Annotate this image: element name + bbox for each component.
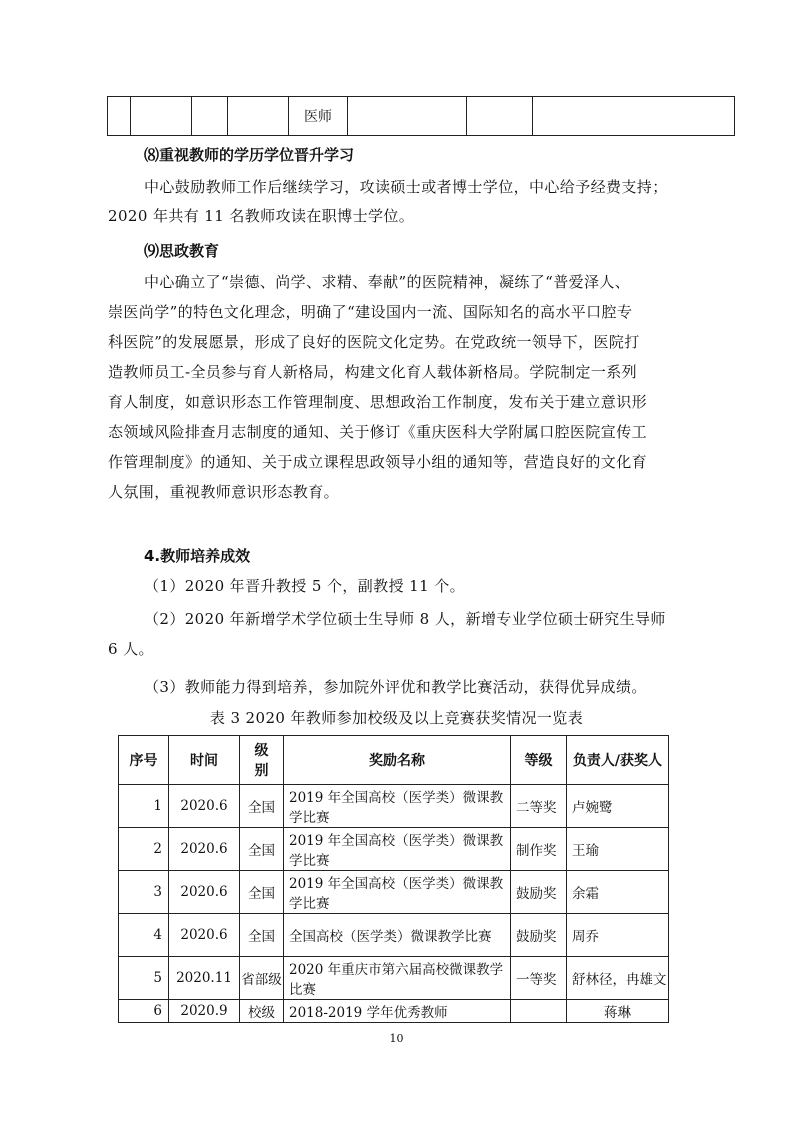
cell-award: 2019 年全国高校（医学类）微课教学比赛 xyxy=(284,828,511,871)
table-row xyxy=(119,957,669,1000)
column-header-person: 负责人/获奖人 xyxy=(567,736,669,785)
table-cell xyxy=(228,97,289,136)
section-9-line: 崇医尚学”的特色文化理念，明确了“建设国内一流、国际知名的高水平口腔专 xyxy=(108,303,633,321)
column-header-grade: 等级 xyxy=(511,736,567,785)
section-4-item-1: （1）2020 年晋升教授 5 个，副教授 11 个。 xyxy=(144,577,465,595)
cell-level: 全国 xyxy=(240,828,284,871)
cell-time: 2020.6 xyxy=(169,785,240,828)
table-header-row xyxy=(119,736,669,785)
cell-level: 省部级 xyxy=(240,957,284,1000)
section-9-heading: ⑼思政教育 xyxy=(144,242,220,260)
cell-grade: 二等奖 xyxy=(511,785,567,828)
cell-time: 2020.9 xyxy=(169,1000,240,1023)
section-9-line: 科医院”的发展愿景，形成了良好的医院文化定势。在党政统一领导下，医院打 xyxy=(108,333,640,351)
table-cell xyxy=(533,97,735,136)
table-row xyxy=(119,1000,669,1023)
cell-grade: 制作奖 xyxy=(511,828,567,871)
cell-grade: 鼓励奖 xyxy=(511,914,567,957)
cell-level: 全国 xyxy=(240,871,284,914)
table-cell xyxy=(108,97,131,136)
previous-table-tail xyxy=(107,96,735,136)
section-9-line: 造教师员工-全员参与育人新格局，构建文化育人载体新格局。学院制定一系列 xyxy=(108,363,638,381)
section-9-line: 态领域风险排查月志制度的通知、关于修订《重庆医科大学附属口腔医院宣传工 xyxy=(108,423,648,441)
cell-grade xyxy=(511,1000,567,1023)
section-4-heading: 4.教师培养成效 xyxy=(144,547,251,565)
table-cell: 医师 xyxy=(289,97,348,136)
table-row xyxy=(119,914,669,957)
cell-no: 5 xyxy=(119,957,169,1000)
section-4-item-3: （3）教师能力得到培养，参加院外评优和教学比赛活动，获得优异成绩。 xyxy=(144,678,647,696)
cell-no: 6 xyxy=(119,1000,169,1023)
cell-grade: 鼓励奖 xyxy=(511,871,567,914)
section-8-line-2: 2020 年共有 11 名教师攻读在职博士学位。 xyxy=(108,207,415,225)
table-cell xyxy=(348,97,467,136)
cell-level: 校级 xyxy=(240,1000,284,1023)
cell-no: 1 xyxy=(119,785,169,828)
cell-person: 卢婉鹭 xyxy=(567,785,669,828)
cell-no: 3 xyxy=(119,871,169,914)
cell-person: 蒋琳 xyxy=(567,1000,669,1023)
page-number: 10 xyxy=(389,1032,404,1045)
cell-person: 周乔 xyxy=(567,914,669,957)
section-9-line: 人氛围，重视教师意识形态教育。 xyxy=(108,483,340,501)
cell-person: 王瑜 xyxy=(567,828,669,871)
table-row xyxy=(119,828,669,871)
award-table xyxy=(118,735,669,1023)
cell-award: 2018-2019 学年优秀教师 xyxy=(284,1000,511,1023)
column-header-time: 时间 xyxy=(169,736,240,785)
table-cell xyxy=(467,97,533,136)
cell-grade: 一等奖 xyxy=(511,957,567,1000)
table-cell xyxy=(131,97,192,136)
cell-time: 2020.6 xyxy=(169,828,240,871)
cell-time: 2020.11 xyxy=(169,957,240,1000)
column-header-no: 序号 xyxy=(119,736,169,785)
section-8-heading: ⑻重视教师的学历学位晋升学习 xyxy=(144,146,355,164)
cell-person: 余霜 xyxy=(567,871,669,914)
cell-award: 2020 年重庆市第六届高校微课教学比赛 xyxy=(284,957,511,1000)
table-cell xyxy=(192,97,228,136)
column-header-award: 奖励名称 xyxy=(284,736,511,785)
cell-time: 2020.6 xyxy=(169,871,240,914)
cell-award: 全国高校（医学类）微课教学比赛 xyxy=(284,914,511,957)
cell-time: 2020.6 xyxy=(169,914,240,957)
table-row xyxy=(119,871,669,914)
section-9-line: 育人制度，如意识形态工作管理制度、思想政治工作制度，发布关于建立意识形 xyxy=(108,393,648,411)
section-4-item-2-line-2: 6 人。 xyxy=(108,640,154,658)
table-row xyxy=(119,785,669,828)
table-caption: 表 3 2020 年教师参加校级及以上竞赛获奖情况一览表 xyxy=(209,709,584,727)
cell-level: 全国 xyxy=(240,785,284,828)
table-row xyxy=(108,97,735,136)
cell-award: 2019 年全国高校（医学类）微课教学比赛 xyxy=(284,785,511,828)
cell-no: 4 xyxy=(119,914,169,957)
cell-award: 2019 年全国高校（医学类）微课教学比赛 xyxy=(284,871,511,914)
cell-person: 舒林径，冉雄文 xyxy=(567,957,669,1000)
cell-level: 全国 xyxy=(240,914,284,957)
cell-no: 2 xyxy=(119,828,169,871)
section-4-item-2-line-1: （2）2020 年新增学术学位硕士生导师 8 人，新增专业学位硕士研究生导师 xyxy=(144,610,666,628)
section-9-line: 中心确立了“崇德、尚学、求精、奉献”的医院精神，凝练了“普爱泽人、 xyxy=(144,273,631,291)
column-header-level: 级别 xyxy=(240,736,284,785)
section-9-line: 作管理制度》的通知、关于成立课程思政领导小组的通知等，营造良好的文化育 xyxy=(108,453,648,471)
section-8-line-1: 中心鼓励教师工作后继续学习，攻读硕士或者博士学位，中心给予经费支持； xyxy=(144,178,668,196)
